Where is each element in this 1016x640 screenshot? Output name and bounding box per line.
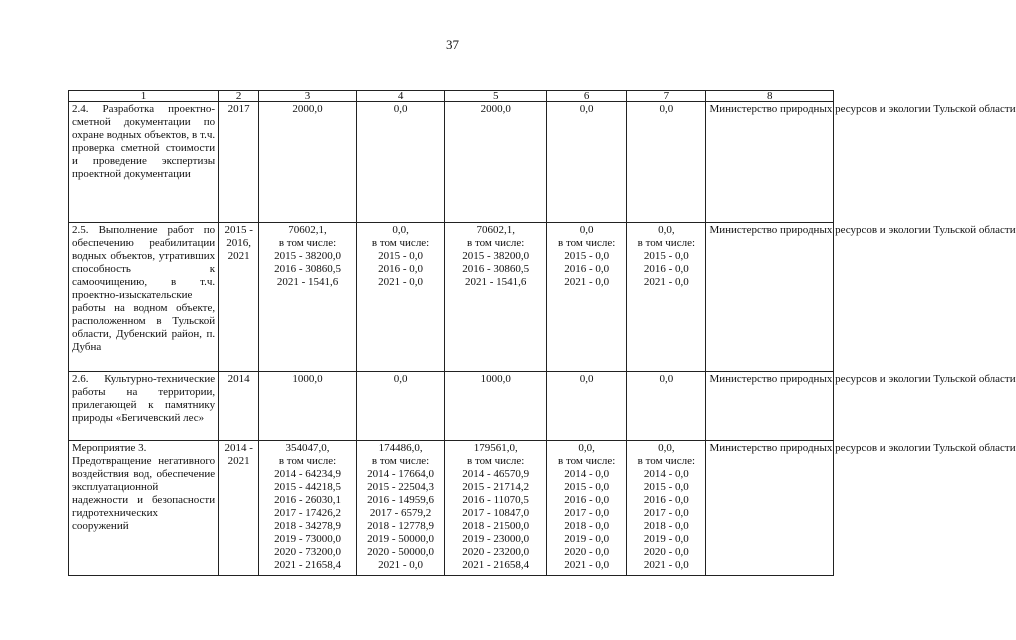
federal-budget-cell [356,102,444,223]
cell-text: 70602,1, [288,224,327,236]
cell-text: 2014 - 46570,9 [462,468,530,480]
cell-text: 2020 - 23200,0 [462,546,530,558]
cell-text: 2.6. Культурно-технические работы на территории, прилегающей к памятнику природы «Бегичевский лес» [72,373,216,424]
cell-text: 0,0 [579,103,594,115]
cell-text: Министерство природных ресурсов и экологии Тульской области [709,373,1016,385]
regional-budget-cell [445,223,547,372]
cell-text: 2019 - 0,0 [643,533,689,545]
cell-text: 2015 - 38200,0 [462,250,530,262]
cell-text: 2016 - 0,0 [564,494,610,506]
cell-text: 2014 - 64234,9 [274,468,341,480]
cell-text: 2016 - 11070,5 [462,494,529,506]
years-cell [219,102,259,223]
cell-text: 2000,0 [292,103,323,115]
page-number: 37 [446,37,459,52]
cell-text: 2021 - 0,0 [564,276,610,288]
table-row [69,372,834,441]
cell-text: 2017 - 10847,0 [462,507,530,519]
cell-text: 2020 - 73200,0 [274,546,341,558]
local-budget-cell [547,372,627,441]
cell-text: 2015 - 0,0 [378,250,424,262]
other-sources-cell [627,223,706,372]
activity-name-cell [69,102,219,223]
cell-text: 2014 - [224,442,253,454]
years-cell [219,441,259,576]
total-funding-cell [259,441,357,576]
executor-cell [706,102,1016,223]
cell-text: 2014 - 0,0 [643,468,689,480]
cell-text: 2015 - 0,0 [564,481,610,493]
other-sources-cell [627,102,706,223]
cell-text: 2016 - 0,0 [378,263,424,275]
cell-text: 2021 - 0,0 [378,559,424,571]
cell-text: 2.4. Разработка проектно-сметной документации по охране водных объектов, в т.ч. проверка сметной стоимости и проведение экспертизы проектной документации [72,103,216,180]
cell-text: 2017 - 17426,2 [274,507,341,519]
cell-text: 2016 - 26030,1 [274,494,341,506]
program-table [68,90,1016,576]
activity-name-cell [69,372,219,441]
column-header: 2 [219,91,259,102]
cell-text: 0,0 [659,103,674,115]
cell-text: 2017 [227,103,250,115]
other-sources-cell [627,372,706,441]
cell-text: Предотвращение негативного воздействия вод, обеспечение эксплуатационной надежности и безопасности гидротехнических сооружений [72,455,216,532]
cell-text: в том числе: [467,237,525,249]
local-budget-cell [547,441,627,576]
cell-text: 2021 - 0,0 [643,276,689,288]
regional-budget-cell [445,372,547,441]
federal-budget-cell [356,223,444,372]
column-header: 1 [69,91,219,102]
activity-name-cell [69,441,219,576]
total-funding-cell [259,102,357,223]
cell-text: в том числе: [558,237,616,249]
cell-text: 0,0, [658,224,675,236]
table-row [69,441,834,576]
cell-text: 2018 - 21500,0 [462,520,530,532]
cell-text: 2017 - 0,0 [564,507,610,519]
cell-text: 2021 - 0,0 [378,276,424,288]
cell-text: 2015 - 21714,2 [462,481,530,493]
cell-text: Мероприятие 3. [72,442,147,454]
cell-text: 174486,0, [378,442,423,454]
cell-text: 0,0 [659,373,674,385]
years-cell [219,223,259,372]
cell-text: 2020 - 50000,0 [367,546,435,558]
cell-text: 1000,0 [292,373,323,385]
cell-text: 354047,0, [285,442,330,454]
cell-text: в том числе: [637,237,696,249]
cell-text: 2015 - 38200,0 [274,250,341,262]
cell-text: 2019 - 50000,0 [367,533,435,545]
table-row [69,102,834,223]
cell-text: 2015 - 0,0 [643,481,689,493]
cell-text: Министерство природных ресурсов и экологии Тульской области [709,442,1016,454]
cell-text: 2021 - 0,0 [643,559,689,571]
federal-budget-cell [356,441,444,576]
cell-text: 2016 - 0,0 [643,263,689,275]
cell-text: 2016, [226,237,252,249]
cell-text: Министерство природных ресурсов и экологии Тульской области [709,224,1016,236]
cell-text: в том числе: [637,455,696,467]
cell-text: 2016 - 30860,5 [462,263,530,275]
years-cell [219,372,259,441]
cell-text: в том числе: [371,237,430,249]
executor-cell [706,223,1016,372]
local-budget-cell [547,223,627,372]
cell-text: Министерство природных ресурсов и экологии Тульской области [709,103,1016,115]
cell-text: 2020 - 0,0 [643,546,689,558]
cell-text: 2020 - 0,0 [564,546,610,558]
cell-text: 70602,1, [476,224,515,236]
regional-budget-cell [445,102,547,223]
cell-text: 2016 - 30860,5 [274,263,341,275]
cell-text: 2018 - 0,0 [643,520,689,532]
cell-text: 0,0 [393,373,408,385]
cell-text: 179561,0, [473,442,518,454]
cell-text: 2.5. Выполнение работ по обеспечению реабилитации водных объектов, утративших способность к самоочищению, в т.ч. проектно-изыскательские работы на водном объекте, расположенном в Тульской области, Дубенский район, п. Дубна [72,224,216,353]
cell-text: 2014 - 0,0 [564,468,610,480]
cell-text: 2019 - 73000,0 [274,533,341,545]
cell-text: 2021 - 21658,4 [274,559,341,571]
cell-text: 2016 - 0,0 [643,494,689,506]
cell-text: 2018 - 12778,9 [367,520,435,532]
cell-text: 2019 - 23000,0 [462,533,530,545]
cell-text: 0,0, [392,224,409,236]
regional-budget-cell [445,441,547,576]
cell-text: 2017 - 6579,2 [369,507,432,519]
cell-text: 0,0, [578,442,595,454]
cell-text: 2018 - 0,0 [564,520,610,532]
cell-text: 2015 - 22504,3 [367,481,435,493]
cell-text: в том числе: [467,455,525,467]
cell-text: 2021 [227,250,250,262]
total-funding-cell [259,372,357,441]
cell-text: 2014 - 17664,0 [367,468,435,480]
column-header: 8 [706,91,834,102]
executor-cell [706,372,1016,441]
cell-text: 2016 - 14959,6 [367,494,435,506]
cell-text: в том числе: [278,455,337,467]
cell-text: 2021 - 1541,6 [276,276,339,288]
federal-budget-cell [356,372,444,441]
cell-text: 2021 - 1541,6 [464,276,527,288]
executor-cell [706,441,1016,576]
cell-text: 1000,0 [480,373,511,385]
other-sources-cell [627,441,706,576]
cell-text: в том числе: [278,237,337,249]
header-row [69,91,834,102]
table-row [69,223,834,372]
activity-name-cell [69,223,219,372]
cell-text: 2021 [227,455,250,467]
cell-text: 0,0 [579,373,594,385]
column-header: 3 [259,91,357,102]
cell-text: 2014 [227,373,250,385]
cell-text: 2018 - 34278,9 [274,520,341,532]
cell-text: 2017 - 0,0 [643,507,689,519]
local-budget-cell [547,102,627,223]
total-funding-cell [259,223,357,372]
cell-text: 2019 - 0,0 [564,533,610,545]
cell-text: 2016 - 0,0 [564,263,610,275]
cell-text: 2015 - [224,224,253,236]
cell-text: 2021 - 21658,4 [462,559,530,571]
column-header: 4 [356,91,444,102]
cell-text: 0,0 [393,103,408,115]
cell-text: в том числе: [558,455,616,467]
column-header: 5 [445,91,547,102]
cell-text: 2015 - 0,0 [643,250,689,262]
cell-text: 2015 - 44218,5 [274,481,341,493]
cell-text: 0,0, [658,442,675,454]
cell-text: в том числе: [371,455,430,467]
cell-text: 2021 - 0,0 [564,559,610,571]
cell-text: 2015 - 0,0 [564,250,610,262]
column-header: 6 [547,91,627,102]
column-header: 7 [627,91,706,102]
cell-text: 2000,0 [480,103,511,115]
cell-text: 0,0 [579,224,594,236]
